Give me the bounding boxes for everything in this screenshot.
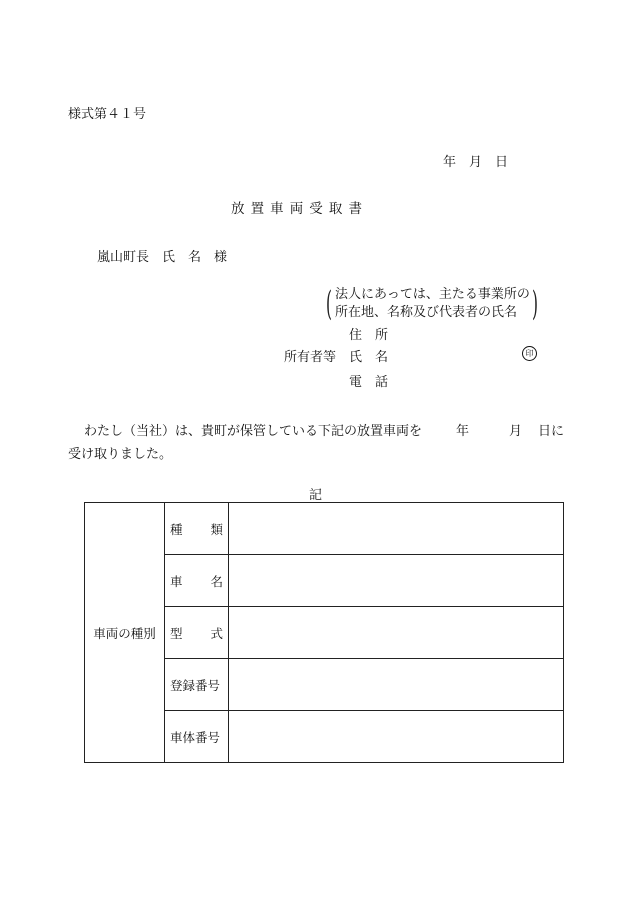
row-label-car-name — [165, 555, 229, 607]
owner-note-line1: 法人にあっては、主たる事業所の — [335, 287, 530, 302]
phone-label: 電 話 — [349, 375, 389, 390]
right-paren-icon: ) — [532, 284, 538, 324]
name-label: 氏 名 — [349, 350, 389, 365]
value-cell-model[interactable] — [229, 607, 564, 659]
document-title: 放置車両受取書 — [231, 201, 369, 217]
value-cell-registration-number[interactable] — [229, 659, 564, 711]
row-label-registration-number — [165, 659, 229, 711]
owner-note-line2: 所在地、名称及び代表者の氏名 — [335, 305, 518, 320]
addressee: 嵐山町長 氏 名 様 — [97, 250, 228, 265]
body-year: 年 — [456, 424, 470, 439]
row-label-model — [165, 607, 229, 659]
row-label-chassis-number — [165, 711, 229, 763]
body-text-line1: わたし（当社）は、貴町が保管している下記の放置車両を — [84, 424, 423, 439]
label-part: 式 — [210, 625, 223, 641]
value-cell-chassis-number[interactable] — [229, 711, 564, 763]
body-day: 日に — [538, 424, 565, 439]
ki-heading: 記 — [309, 488, 323, 503]
label-part: 登録番号 — [170, 677, 221, 693]
form-number: 様式第４１号 — [68, 107, 147, 122]
value-cell-type[interactable] — [229, 503, 564, 555]
row-label-type — [165, 503, 229, 555]
vehicle-table — [84, 502, 564, 763]
seal-icon: 印 — [522, 346, 537, 361]
date-line: 年 月 日 — [443, 155, 509, 170]
body-text-line2: 受け取りました。 — [68, 447, 173, 462]
value-cell-car-name[interactable] — [229, 555, 564, 607]
label-part: 車体番号 — [170, 729, 221, 745]
address-label: 住 所 — [349, 328, 389, 343]
label-part: 型 — [170, 625, 183, 641]
label-part: 類 — [210, 521, 223, 537]
owner-label: 所有者等 — [284, 350, 337, 365]
left-paren-icon: ( — [326, 284, 332, 324]
vehicle-type-group-label: 車両の種別 — [85, 503, 165, 763]
label-part: 車 — [170, 573, 183, 589]
owner-note — [326, 286, 541, 322]
label-part: 名 — [210, 573, 223, 589]
body-month: 月 — [509, 424, 523, 439]
label-part: 種 — [170, 521, 183, 537]
table-row — [85, 503, 564, 555]
